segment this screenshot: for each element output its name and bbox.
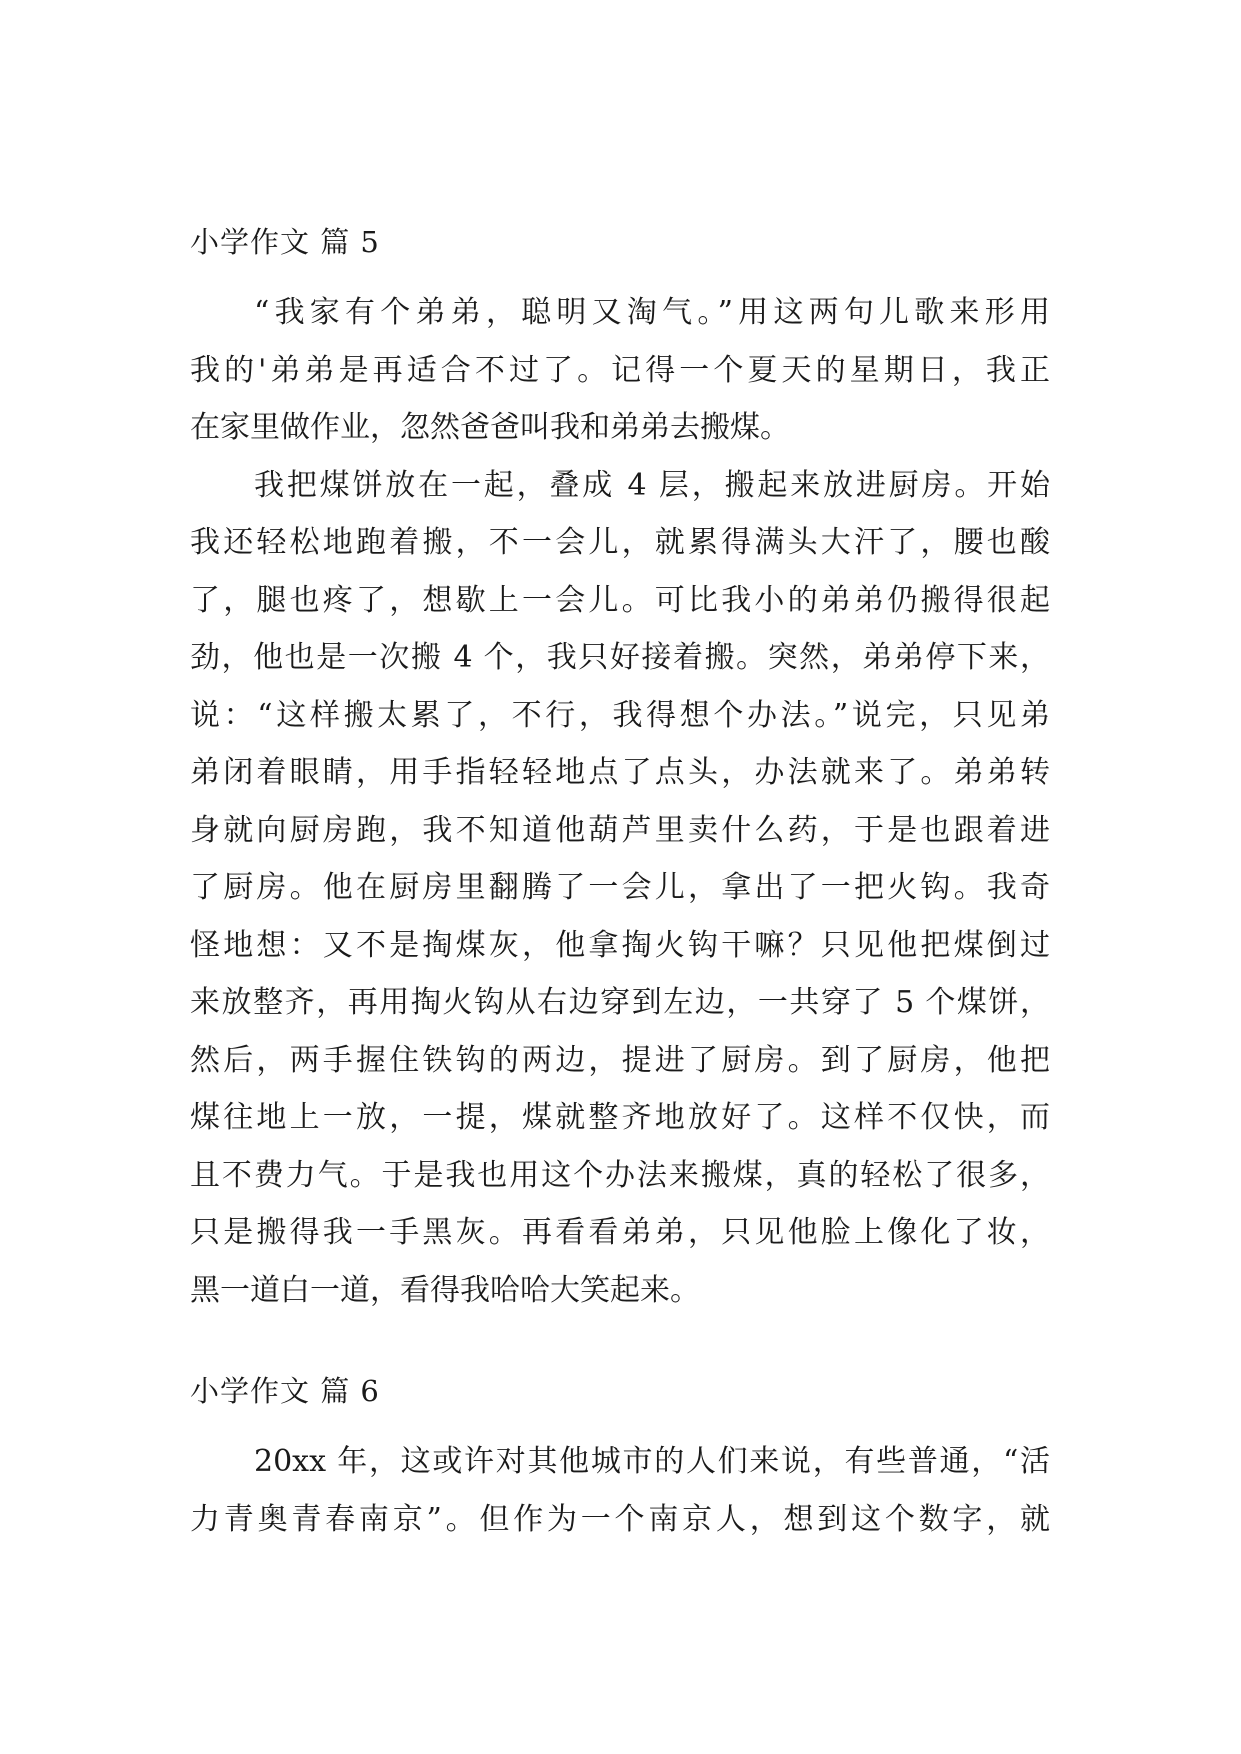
text-line: 我的'弟弟是再适合不过了。记得一个夏天的星期日，我正 [190, 352, 1050, 388]
section-spacer [190, 1319, 1050, 1371]
section-title: 小学作文 篇 5 [190, 225, 380, 259]
text-line: 我把煤饼放在一起，叠成 4 层，搬起来放进厨房。开始 [254, 467, 1050, 503]
text-line: 且不费力气。于是我也用这个办法来搬煤，真的轻松了很多， [190, 1157, 1050, 1193]
paragraph [190, 457, 1050, 1320]
text-line: 只是搬得我一手黑灰。再看看弟弟，只见他脸上像化了妆， [190, 1215, 1050, 1250]
text-line: 力青奥青春南京”。但作为一个南京人，想到这个数字，就 [190, 1501, 1050, 1537]
text-line: 在家里做作业，忽然爸爸叫我和弟弟去搬煤。 [190, 410, 790, 445]
section-title: 小学作文 篇 6 [190, 1374, 380, 1408]
text-line: 怪地想：又不是掏煤灰，他拿掏火钩干嘛？只见他把煤倒过 [190, 927, 1050, 963]
text-line: 了，腿也疼了，想歇上一会儿。可比我小的弟弟仍搬得很起 [190, 582, 1050, 618]
document-body [190, 222, 1050, 1548]
text-line: 我还轻松地跑着搬，不一会儿，就累得满头大汗了，腰也酸 [190, 525, 1050, 560]
text-line: 20xx 年，这或许对其他城市的人们来说，有些普通，“活 [254, 1444, 1050, 1479]
text-line: “我家有个弟弟，聪明又淘气。”用这两句儿歌来形用 [254, 295, 1050, 330]
text-line: 然后，两手握住铁钩的两边，提进了厨房。到了厨房，他把 [190, 1042, 1050, 1078]
text-line: 煤往地上一放，一提，煤就整齐地放好了。这样不仅快，而 [190, 1100, 1050, 1135]
text-line: 了厨房。他在厨房里翻腾了一会儿，拿出了一把火钩。我奇 [190, 870, 1050, 905]
paragraph [190, 1433, 1050, 1548]
text-line: 说：“这样搬太累了，不行，我得想个办法。”说完，只见弟 [190, 697, 1050, 733]
text-line: 来放整齐，再用掏火钩从右边穿到左边，一共穿了 5 个煤饼， [190, 985, 1050, 1020]
essay-section-6 [190, 1371, 1050, 1548]
text-line: 身就向厨房跑，我不知道他葫芦里卖什么药，于是也跟着进 [190, 812, 1050, 848]
text-line: 劲，他也是一次搬 4 个，我只好接着搬。突然，弟弟停下来， [190, 640, 1050, 675]
essay-section-5 [190, 222, 1050, 1319]
text-line: 弟闭着眼睛，用手指轻轻地点了点头，办法就来了。弟弟转 [190, 755, 1050, 790]
text-line: 黑一道白一道，看得我哈哈大笑起来。 [190, 1272, 700, 1308]
paragraph [190, 284, 1050, 457]
